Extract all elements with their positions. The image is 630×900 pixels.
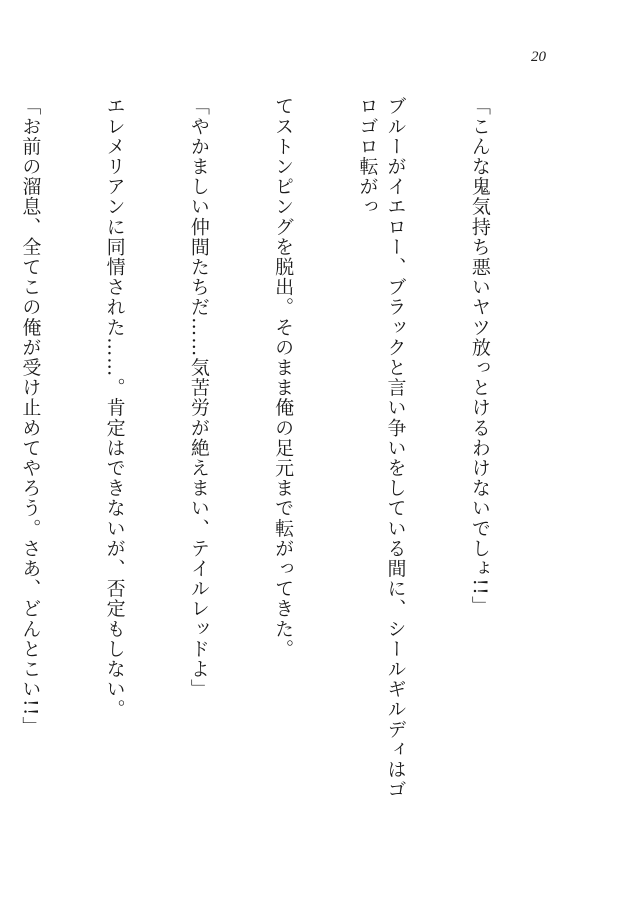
page-number: 20 — [531, 49, 546, 65]
text-line: エレメリアンに同情された……。肯定はできないが、否定もしない。 — [103, 96, 126, 720]
text-line: ブルーがイエロー、ブラックと言い争いをしている間に、シールギルディはゴロゴロ転がっ — [356, 96, 407, 800]
vertical-text-body — [19, 96, 550, 808]
text-line: 「お前の溜息、全てこの俺が受け止めてやろう。さあ、どんとこい!!」 — [19, 96, 42, 737]
text-line: 「やかましい仲間たちだ……気苦労が絶えまい、テイルレッドよ」 — [187, 96, 210, 699]
text-line: 「こんな鬼気持ち悪いヤツ放っとけるわけないでしょ!!」 — [468, 96, 491, 616]
text-line: てストンピングを脱出。そのまま俺の足元まで転がってきた。 — [272, 96, 295, 659]
